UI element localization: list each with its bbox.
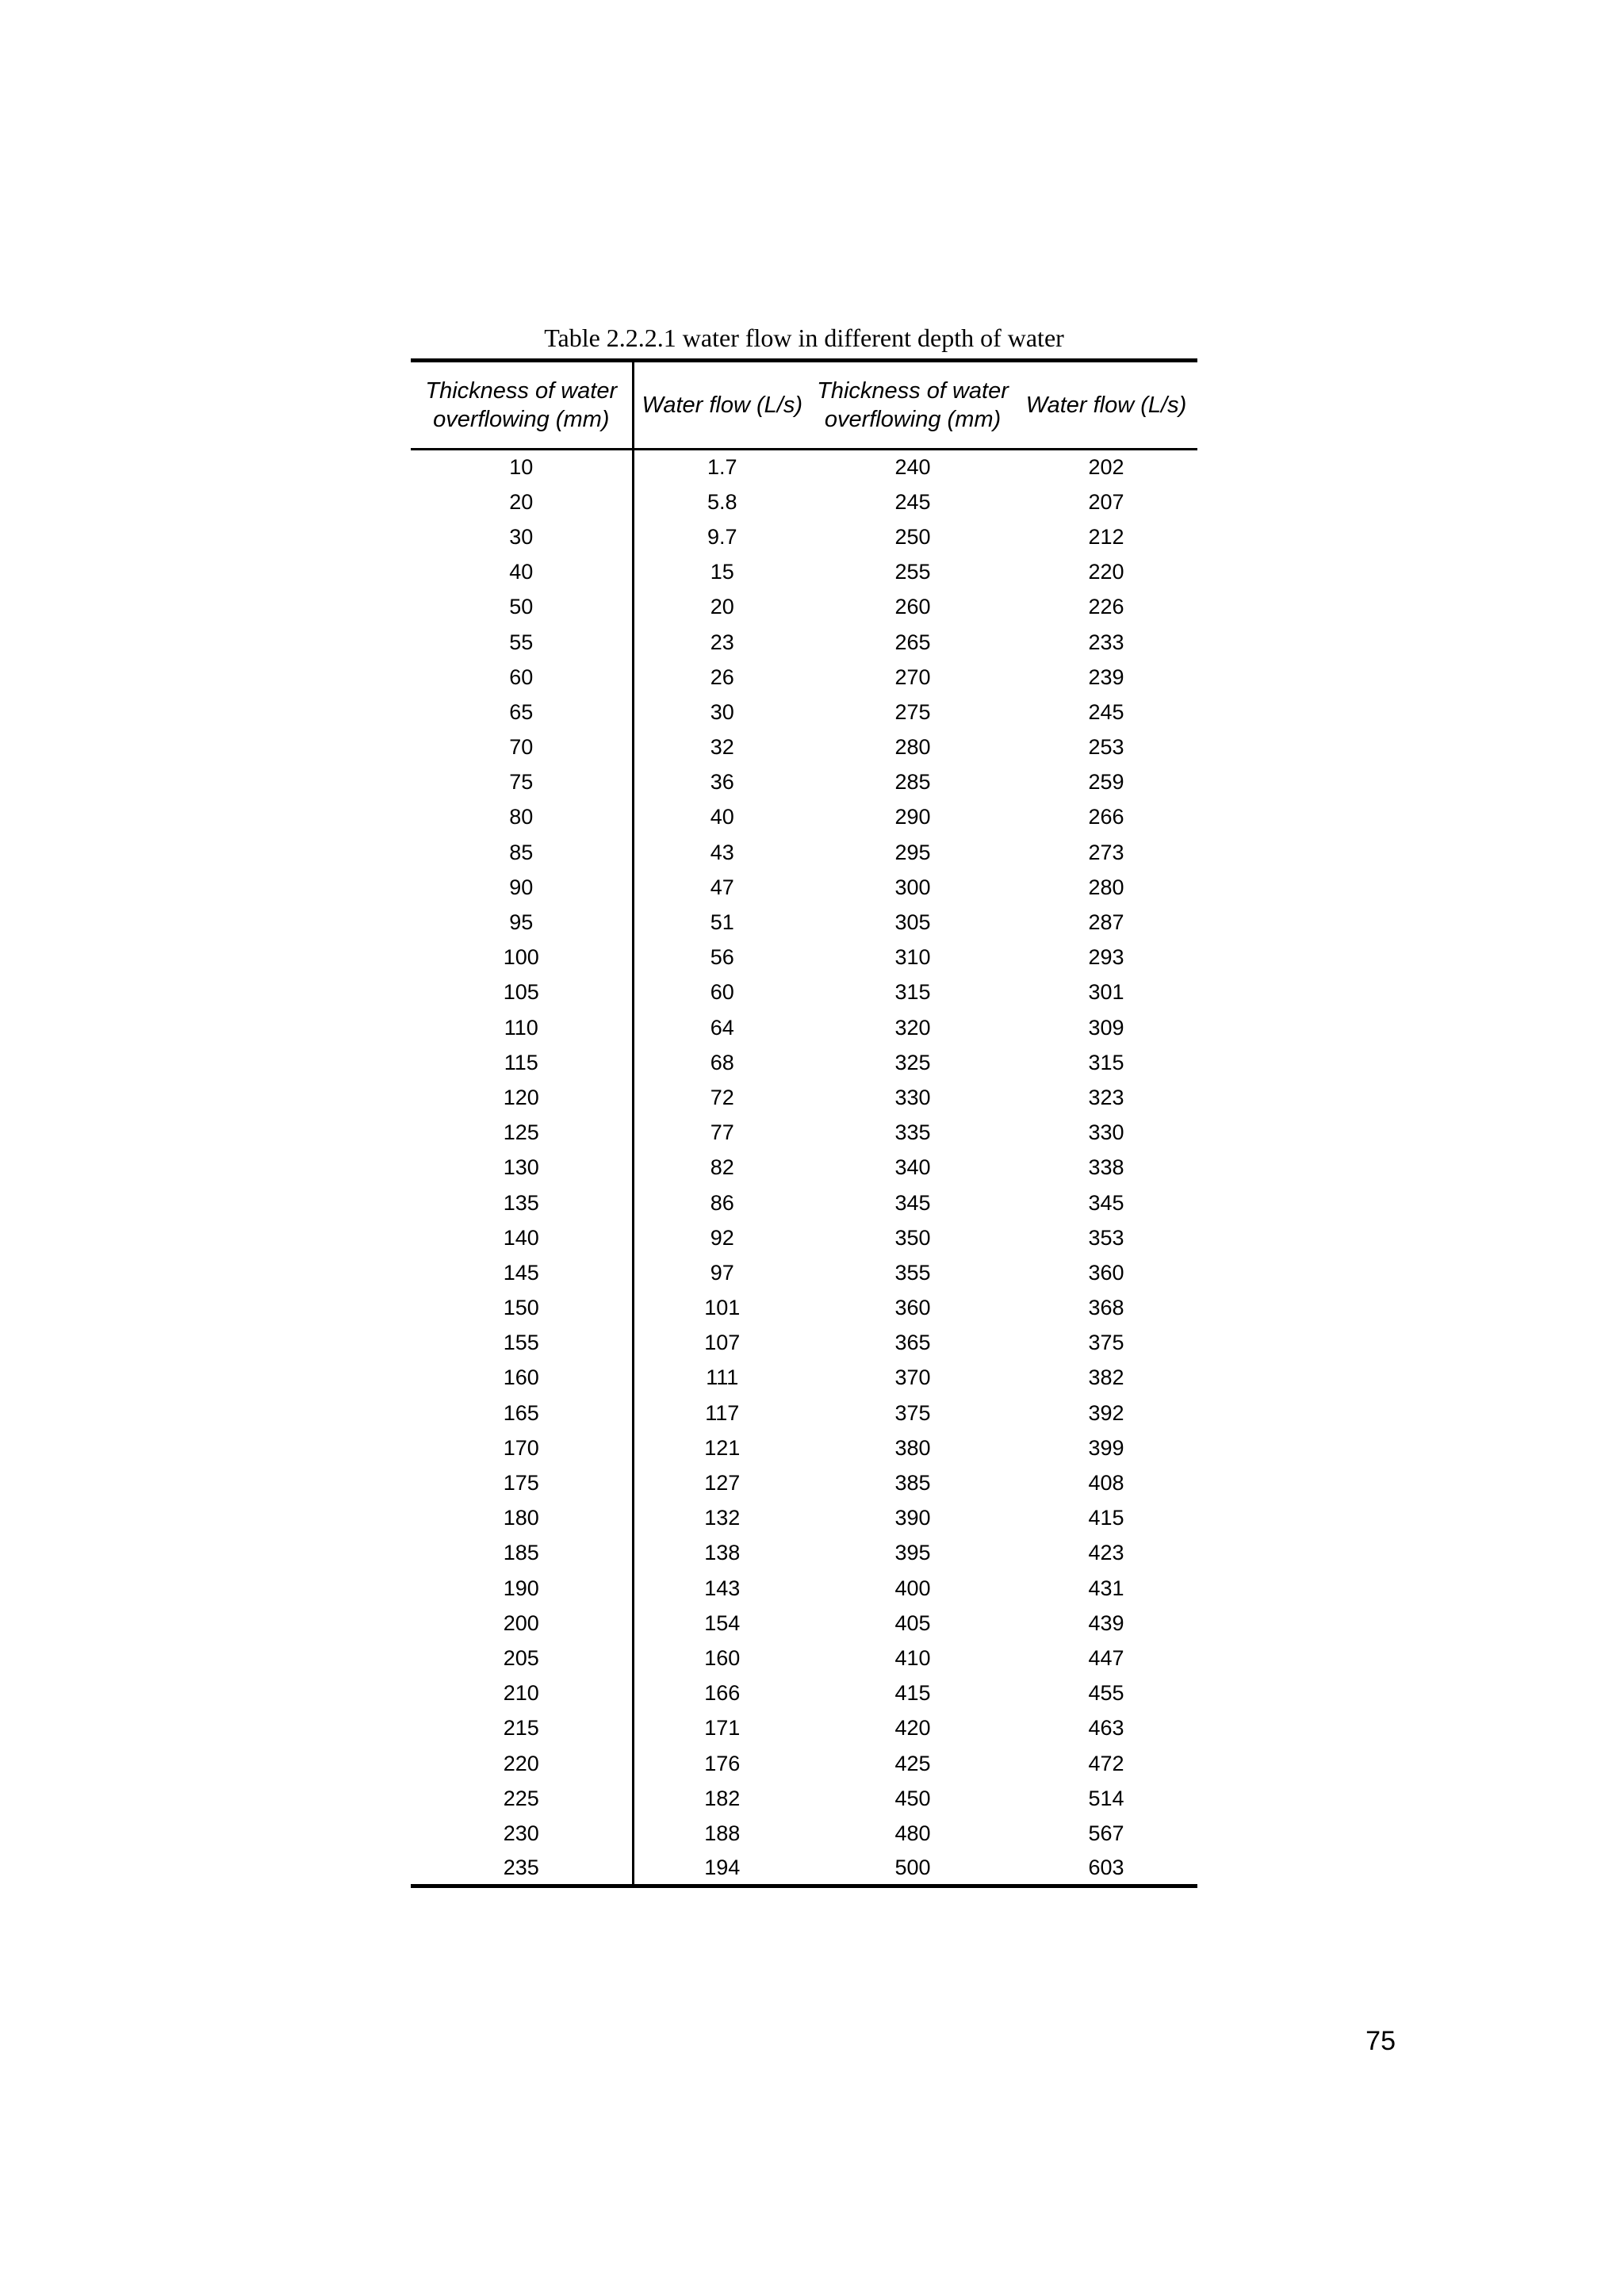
water-flow-cell: 97 xyxy=(710,1260,734,1285)
water-flow-cell: 143 xyxy=(704,1576,741,1600)
water-flow-cell: 382 xyxy=(1088,1365,1124,1390)
water-flow-cell: 30 xyxy=(710,699,734,724)
thickness-cell: 55 xyxy=(411,624,633,659)
thickness-cell: 110 xyxy=(411,1010,633,1045)
thickness-cell: 360 xyxy=(894,1296,931,1320)
water-flow-cell: 82 xyxy=(710,1155,734,1180)
table-row xyxy=(411,695,1197,730)
table-row xyxy=(411,1465,1197,1500)
thickness-cell: 100 xyxy=(411,940,633,975)
water-flow-cell: 266 xyxy=(1088,805,1124,829)
table-caption: Table 2.2.2.1 water flow in different depth of water xyxy=(544,324,1064,352)
water-flow-cell: 36 xyxy=(710,770,734,795)
thickness-cell: 380 xyxy=(894,1435,931,1460)
thickness-cell: 115 xyxy=(411,1045,633,1080)
water-flow-cell: 23 xyxy=(710,630,734,654)
thickness-cell: 130 xyxy=(411,1150,633,1185)
water-flow-cell: 431 xyxy=(1088,1576,1124,1600)
table-row xyxy=(411,1360,1197,1395)
water-flow-cell: 472 xyxy=(1088,1751,1124,1775)
table-row xyxy=(411,1290,1197,1325)
table-row xyxy=(411,1150,1197,1185)
table-row xyxy=(411,730,1197,764)
water-flow-cell: 138 xyxy=(704,1541,741,1565)
thickness-cell: 325 xyxy=(894,1050,931,1074)
table-row xyxy=(411,1571,1197,1606)
water-flow-cell: 171 xyxy=(704,1716,741,1741)
water-flow-cell: 220 xyxy=(1088,560,1124,584)
thickness-cell: 220 xyxy=(411,1745,633,1780)
thickness-cell: 415 xyxy=(894,1681,931,1706)
header-thickness-1: Thickness of water overflowing (mm) xyxy=(411,361,633,450)
thickness-cell: 245 xyxy=(894,489,931,514)
water-flow-cell: 233 xyxy=(1088,630,1124,654)
water-flow-cell: 182 xyxy=(704,1786,741,1810)
thickness-cell: 190 xyxy=(411,1571,633,1606)
table-row xyxy=(411,1816,1197,1851)
water-flow-cell: 239 xyxy=(1088,664,1124,689)
thickness-cell: 320 xyxy=(894,1015,931,1040)
water-flow-cell: 194 xyxy=(633,1851,810,1886)
thickness-cell: 10 xyxy=(411,450,633,484)
table-row xyxy=(411,764,1197,799)
header-thickness-2: Thickness of water overflowing (mm) xyxy=(810,361,1015,450)
thickness-cell: 335 xyxy=(894,1120,931,1145)
thickness-cell: 125 xyxy=(411,1115,633,1150)
table-row xyxy=(411,1676,1197,1710)
thickness-cell: 295 xyxy=(894,840,931,864)
thickness-cell: 290 xyxy=(894,805,931,829)
water-flow-cell: 455 xyxy=(1088,1681,1124,1706)
thickness-cell: 170 xyxy=(411,1430,633,1465)
thickness-cell: 280 xyxy=(894,735,931,760)
water-flow-cell: 60 xyxy=(710,980,734,1005)
water-flow-cell: 301 xyxy=(1088,980,1124,1005)
header-water-flow-1: Water flow (L/s) xyxy=(633,361,810,450)
water-flow-cell: 51 xyxy=(710,910,734,935)
thickness-cell: 65 xyxy=(411,695,633,730)
water-flow-cell: 132 xyxy=(704,1506,741,1530)
water-flow-cell: 86 xyxy=(710,1190,734,1215)
water-flow-cell: 77 xyxy=(710,1120,734,1145)
water-flow-cell: 101 xyxy=(704,1296,741,1320)
thickness-cell: 365 xyxy=(894,1331,931,1355)
table-row xyxy=(411,1851,1197,1886)
water-flow-cell: 107 xyxy=(704,1331,741,1355)
water-flow-cell: 353 xyxy=(1088,1225,1124,1250)
thickness-cell: 405 xyxy=(894,1610,931,1635)
table-row xyxy=(411,1500,1197,1535)
water-flow-cell: 360 xyxy=(1088,1260,1124,1285)
water-flow-cell: 253 xyxy=(1088,735,1124,760)
thickness-cell: 255 xyxy=(894,560,931,584)
water-flow-cell: 20 xyxy=(710,595,734,619)
water-flow-table xyxy=(411,358,1197,1888)
thickness-cell: 225 xyxy=(411,1781,633,1816)
table-row xyxy=(411,1185,1197,1220)
thickness-cell: 185 xyxy=(411,1535,633,1570)
water-flow-cell: 188 xyxy=(704,1821,741,1845)
table-row xyxy=(411,1606,1197,1641)
thickness-cell: 395 xyxy=(894,1541,931,1565)
water-flow-cell: 439 xyxy=(1088,1610,1124,1635)
water-flow-cell: 463 xyxy=(1088,1716,1124,1741)
table-row xyxy=(411,940,1197,975)
thickness-cell: 305 xyxy=(894,910,931,935)
table-row xyxy=(411,660,1197,695)
thickness-cell: 385 xyxy=(894,1471,931,1496)
thickness-cell: 340 xyxy=(894,1155,931,1180)
water-flow-cell: 259 xyxy=(1088,770,1124,795)
thickness-cell: 390 xyxy=(894,1506,931,1530)
water-flow-cell: 127 xyxy=(704,1471,741,1496)
water-flow-cell: 212 xyxy=(1088,524,1124,549)
thickness-cell: 400 xyxy=(894,1576,931,1600)
water-flow-cell: 375 xyxy=(1088,1331,1124,1355)
water-flow-cell: 323 xyxy=(1088,1085,1124,1109)
thickness-cell: 310 xyxy=(894,945,931,970)
water-flow-cell: 72 xyxy=(710,1085,734,1109)
page-number: 75 xyxy=(1365,2026,1396,2056)
water-flow-cell: 43 xyxy=(710,840,734,864)
thickness-cell: 235 xyxy=(411,1851,633,1886)
thickness-cell: 175 xyxy=(411,1465,633,1500)
water-flow-cell: 1.7 xyxy=(707,455,737,480)
water-flow-cell: 447 xyxy=(1088,1645,1124,1670)
thickness-cell: 330 xyxy=(894,1085,931,1109)
table-row xyxy=(411,1396,1197,1430)
header-water-flow-2: Water flow (L/s) xyxy=(1015,361,1197,450)
thickness-cell: 150 xyxy=(411,1290,633,1325)
water-flow-cell: 9.7 xyxy=(707,524,737,549)
table-row xyxy=(411,450,1197,484)
table-row xyxy=(411,519,1197,554)
table-row xyxy=(411,554,1197,589)
thickness-cell: 285 xyxy=(894,770,931,795)
water-flow-cell: 399 xyxy=(1088,1435,1124,1460)
water-flow-cell: 5.8 xyxy=(707,489,737,514)
thickness-cell: 275 xyxy=(894,699,931,724)
thickness-cell: 40 xyxy=(411,554,633,589)
thickness-cell: 85 xyxy=(411,835,633,870)
water-flow-cell: 68 xyxy=(710,1050,734,1074)
thickness-cell: 260 xyxy=(894,595,931,619)
water-flow-cell: 121 xyxy=(704,1435,741,1460)
thickness-cell: 240 xyxy=(894,455,931,480)
water-flow-cell: 245 xyxy=(1088,699,1124,724)
thickness-cell: 140 xyxy=(411,1220,633,1255)
water-flow-cell: 160 xyxy=(704,1645,741,1670)
thickness-cell: 300 xyxy=(894,875,931,899)
table-row xyxy=(411,870,1197,905)
water-flow-cell: 176 xyxy=(704,1751,741,1775)
thickness-cell: 420 xyxy=(894,1716,931,1741)
thickness-cell: 70 xyxy=(411,730,633,764)
water-flow-cell: 64 xyxy=(710,1015,734,1040)
table-row xyxy=(411,1080,1197,1115)
table-row xyxy=(411,484,1197,519)
water-flow-cell: 26 xyxy=(710,664,734,689)
water-flow-cell: 345 xyxy=(1088,1190,1124,1215)
thickness-cell: 350 xyxy=(894,1225,931,1250)
thickness-cell: 145 xyxy=(411,1255,633,1290)
table-row xyxy=(411,1325,1197,1360)
water-flow-cell: 315 xyxy=(1088,1050,1124,1074)
thickness-cell: 315 xyxy=(894,980,931,1005)
water-flow-cell: 207 xyxy=(1088,489,1124,514)
thickness-cell: 90 xyxy=(411,870,633,905)
table-row xyxy=(411,1220,1197,1255)
table-body xyxy=(411,450,1197,1886)
thickness-cell: 80 xyxy=(411,799,633,834)
water-flow-cell: 154 xyxy=(704,1610,741,1635)
water-flow-cell: 111 xyxy=(706,1365,739,1390)
water-flow-cell: 514 xyxy=(1088,1786,1124,1810)
thickness-cell: 95 xyxy=(411,905,633,940)
table-row xyxy=(411,1115,1197,1150)
thickness-cell: 155 xyxy=(411,1325,633,1360)
water-flow-cell: 92 xyxy=(710,1225,734,1250)
thickness-cell: 410 xyxy=(894,1645,931,1670)
table-row xyxy=(411,835,1197,870)
water-flow-cell: 166 xyxy=(704,1681,741,1706)
thickness-cell: 480 xyxy=(894,1821,931,1845)
thickness-cell: 75 xyxy=(411,764,633,799)
table-row xyxy=(411,624,1197,659)
thickness-cell: 105 xyxy=(411,975,633,1009)
water-flow-cell: 15 xyxy=(710,560,734,584)
water-flow-cell: 309 xyxy=(1088,1015,1124,1040)
water-flow-cell: 202 xyxy=(1088,455,1124,480)
table-row xyxy=(411,975,1197,1009)
water-flow-cell: 47 xyxy=(710,875,734,899)
table-row xyxy=(411,589,1197,624)
thickness-cell: 215 xyxy=(411,1710,633,1745)
thickness-cell: 450 xyxy=(894,1786,931,1810)
thickness-cell: 165 xyxy=(411,1396,633,1430)
thickness-cell: 20 xyxy=(411,484,633,519)
table-row xyxy=(411,1535,1197,1570)
thickness-cell: 50 xyxy=(411,589,633,624)
water-flow-cell: 32 xyxy=(710,735,734,760)
water-flow-cell: 603 xyxy=(1015,1851,1197,1886)
water-flow-cell: 280 xyxy=(1088,875,1124,899)
thickness-cell: 160 xyxy=(411,1360,633,1395)
water-flow-cell: 415 xyxy=(1088,1506,1124,1530)
thickness-cell: 425 xyxy=(894,1751,931,1775)
water-flow-cell: 117 xyxy=(705,1400,740,1425)
thickness-cell: 265 xyxy=(894,630,931,654)
table-row xyxy=(411,1430,1197,1465)
thickness-cell: 210 xyxy=(411,1676,633,1710)
water-flow-cell: 338 xyxy=(1088,1155,1124,1180)
table-row xyxy=(411,1255,1197,1290)
water-flow-cell: 408 xyxy=(1088,1471,1124,1496)
thickness-cell: 205 xyxy=(411,1641,633,1676)
thickness-cell: 180 xyxy=(411,1500,633,1535)
thickness-cell: 230 xyxy=(411,1816,633,1851)
table-row xyxy=(411,905,1197,940)
water-flow-cell: 293 xyxy=(1088,945,1124,970)
table-row xyxy=(411,1045,1197,1080)
water-flow-cell: 330 xyxy=(1088,1120,1124,1145)
thickness-cell: 200 xyxy=(411,1606,633,1641)
thickness-cell: 270 xyxy=(894,664,931,689)
thickness-cell: 135 xyxy=(411,1185,633,1220)
thickness-cell: 375 xyxy=(894,1400,931,1425)
thickness-cell: 370 xyxy=(894,1365,931,1390)
water-flow-cell: 423 xyxy=(1088,1541,1124,1565)
thickness-cell: 250 xyxy=(894,524,931,549)
water-flow-cell: 226 xyxy=(1088,595,1124,619)
table-row xyxy=(411,1710,1197,1745)
table-row xyxy=(411,1745,1197,1780)
thickness-cell: 30 xyxy=(411,519,633,554)
water-flow-cell: 56 xyxy=(710,945,734,970)
table-row xyxy=(411,1010,1197,1045)
thickness-cell: 60 xyxy=(411,660,633,695)
thickness-cell: 355 xyxy=(894,1260,931,1285)
water-flow-cell: 567 xyxy=(1088,1821,1124,1845)
thickness-cell: 500 xyxy=(810,1851,1015,1886)
water-flow-cell: 392 xyxy=(1088,1400,1124,1425)
table-header-row xyxy=(411,361,1197,450)
table-row xyxy=(411,1641,1197,1676)
water-flow-cell: 287 xyxy=(1088,910,1124,935)
thickness-cell: 120 xyxy=(411,1080,633,1115)
table-row xyxy=(411,799,1197,834)
table-row xyxy=(411,1781,1197,1816)
thickness-cell: 345 xyxy=(894,1190,931,1215)
water-flow-cell: 40 xyxy=(710,805,734,829)
water-flow-cell: 273 xyxy=(1088,840,1124,864)
water-flow-cell: 368 xyxy=(1088,1296,1124,1320)
